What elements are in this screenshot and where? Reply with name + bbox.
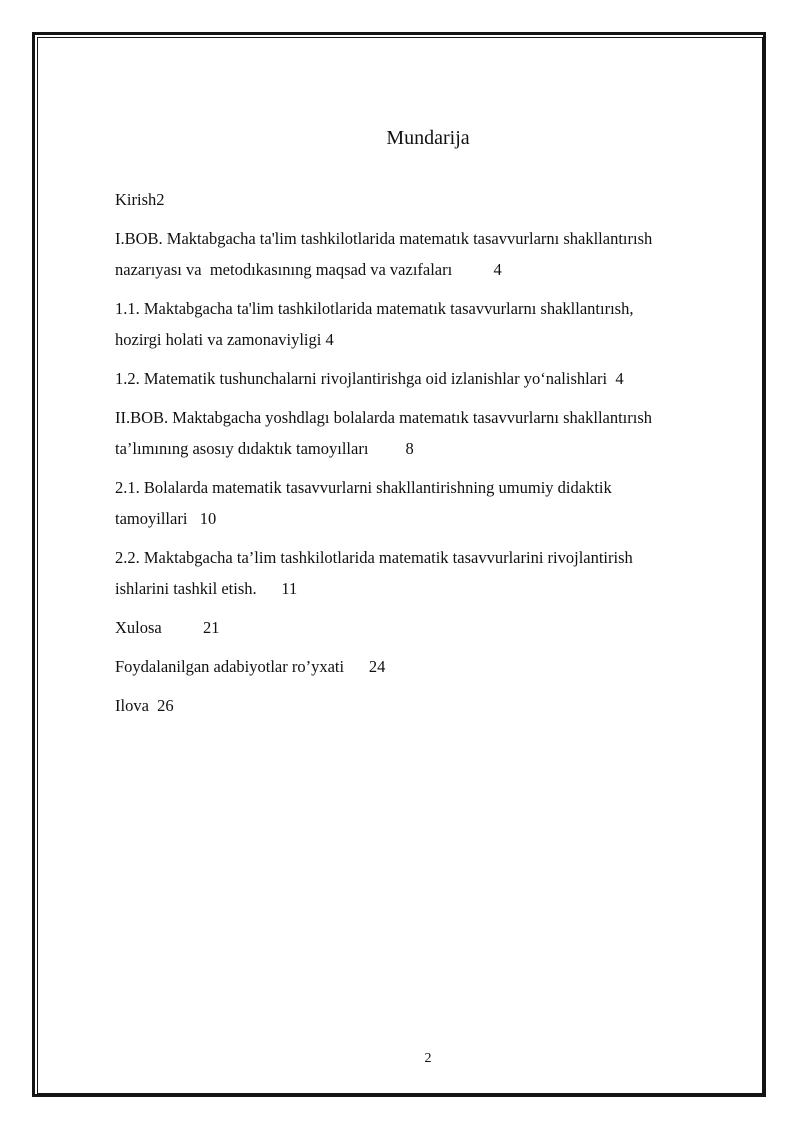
- toc-entry: [115, 542, 735, 604]
- toc-entry-text: nazarıyası va metodıkasınıng maqsad va vazıfaları: [115, 260, 453, 279]
- toc-entry-text: Kirish2: [115, 190, 165, 209]
- toc-entry-text: hozirgi holati va zamonaviyligi: [115, 330, 322, 349]
- toc-entry-page: 4: [615, 369, 624, 388]
- toc-entry: [115, 184, 735, 215]
- toc-entry-text: Xulosa: [115, 618, 162, 637]
- toc-entry-text: 2.1. Bolalarda matematik tasavvurlarni shakllantirishning umumiy didaktik: [115, 478, 612, 497]
- toc-entry: [115, 612, 735, 643]
- toc-entry-page: 4: [325, 330, 334, 349]
- toc-entry-text: ta’lımınıng asosıy dıdaktık tamoyılları: [115, 439, 369, 458]
- toc-entry-page: 11: [281, 579, 298, 598]
- toc-entry: [115, 223, 735, 285]
- toc-entry: [115, 651, 735, 682]
- toc-entry: [115, 690, 735, 721]
- toc-entry: [115, 363, 735, 394]
- toc-entry-page: 10: [199, 509, 217, 528]
- toc-entry-text: I.BOB. Maktabgacha ta'lim tashkilotlarida matematık tasavvurlarnı shakllantırısh: [115, 229, 653, 248]
- toc-entry-text: 2.2. Maktabgacha ta’lim tashkilotlarida matematik tasavvurlarini rivojlantirish: [115, 548, 633, 567]
- toc-entry-text: 1.1. Maktabgacha ta'lim tashkilotlarida matematık tasavvurlarnı shakllantırısh,: [115, 299, 634, 318]
- toc-entry-page: 4: [493, 260, 502, 279]
- toc-entry-text: 1.2. Matematik tushunchalarni rivojlantirishga oid izlanishlar yo‘nalishlari: [115, 369, 608, 388]
- toc-entry-text: tamoyillari: [115, 509, 188, 528]
- toc-entry-text: Ilova: [115, 696, 149, 715]
- toc-entry-page: 26: [157, 696, 174, 715]
- toc-entry-text: Foydalanilgan adabiyotlar ro’yxati: [115, 657, 345, 676]
- toc-entry: [115, 402, 735, 464]
- toc-entry-page: 8: [405, 439, 414, 458]
- toc-entry-text: II.BOB. Maktabgacha yoshdlagı bolalarda matematık tasavvurlarnı shakllantırısh: [115, 408, 653, 427]
- table-of-contents: [115, 184, 735, 729]
- toc-title: Mundarija: [386, 127, 470, 149]
- toc-entry-page: 21: [203, 618, 220, 637]
- page-number: 2: [424, 1051, 432, 1066]
- toc-entry-page: 24: [368, 657, 386, 676]
- toc-entry: [115, 293, 735, 355]
- toc-entry-text: ishlarini tashkil etish.: [115, 579, 257, 598]
- toc-entry: [115, 472, 735, 534]
